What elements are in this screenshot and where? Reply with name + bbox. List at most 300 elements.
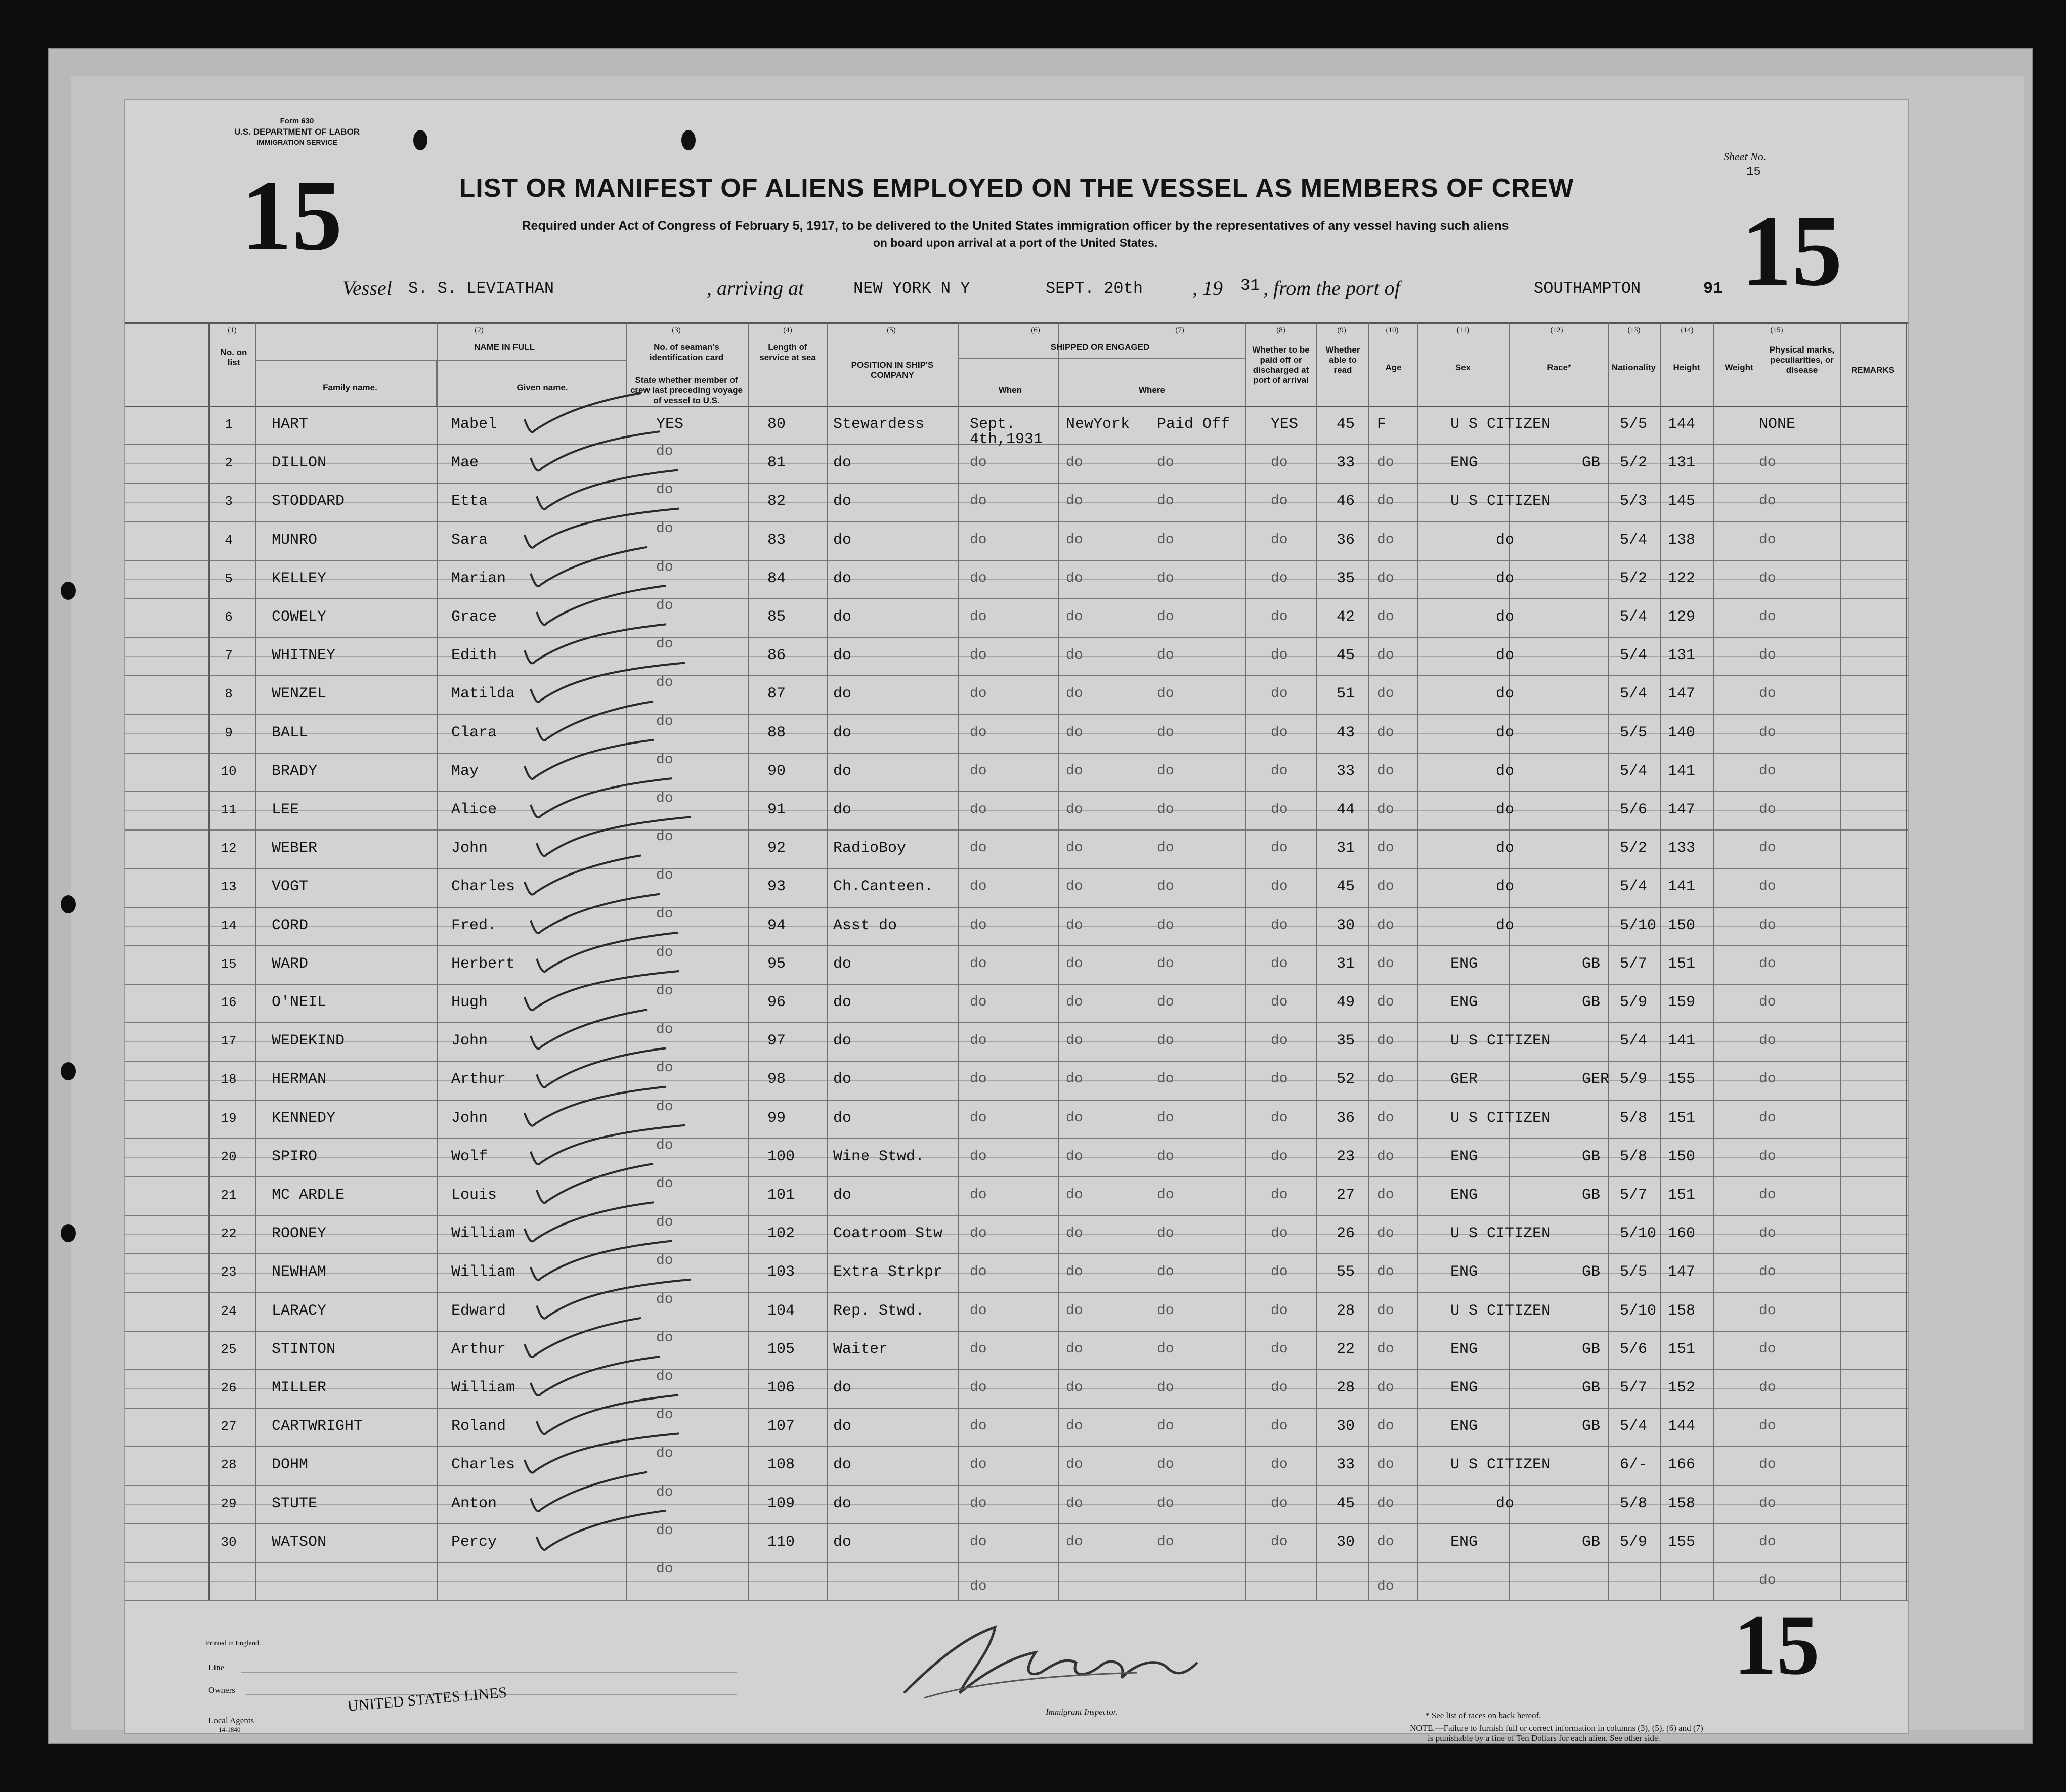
row-nat: GB [1582,1379,1601,1396]
row-card: do [656,1369,673,1384]
inspector-label: Immigrant Inspector. [1046,1707,1118,1717]
row-race: do [1496,801,1515,818]
row-where: do [1066,570,1083,586]
row-family: BRADY [272,762,318,780]
row-card: do [656,1253,673,1269]
row-when: do [970,647,987,664]
row-family: O'NEIL [272,994,327,1011]
row-paid: do [1157,647,1174,664]
row-when: do [970,917,987,933]
row-where: do [1066,609,1083,625]
row-where: do [1066,1418,1083,1434]
row-when: do [970,1495,987,1511]
row-age: 36 [1337,531,1355,549]
name-in-full-header: NAME IN FULL [474,342,535,352]
row-given: Matilda [451,685,515,703]
row-age: 35 [1337,570,1355,587]
row-read: do [1271,1187,1288,1203]
row-card: do [656,559,673,575]
row-length: 105 [767,1340,795,1358]
binder-hole [61,895,76,913]
row-length: 97 [767,1032,786,1050]
row-weight: 158 [1668,1302,1696,1320]
row-sex: do [1377,879,1394,895]
column-number: (6) [1031,326,1040,334]
row-age: 28 [1337,1302,1355,1320]
row-family: WEBER [272,840,318,857]
row-card: do [656,1176,673,1192]
row-where: do [1066,1071,1083,1087]
row-height: 5/2 [1620,454,1648,472]
row-sex: do [1377,686,1394,702]
row-position: Extra Strkpr [833,1263,943,1281]
row-family: STUTE [272,1495,318,1512]
row-position: do [833,762,852,780]
row-given: John [451,1032,488,1050]
row-family: LEE [272,801,299,818]
row-given: Charles [451,878,515,896]
row-position: Rep. Stwd. [833,1302,925,1320]
race-header: Race* [1547,363,1571,372]
row-age: 31 [1337,840,1355,857]
row-card: do [656,1060,673,1076]
row-position: Asst do [833,916,897,934]
row-position: Stewardess [833,416,925,433]
column-number: (4) [783,326,792,334]
row-height: 5/4 [1620,608,1648,626]
row-race: ENG [1450,1148,1478,1165]
row-given: Wolf [451,1148,488,1165]
column-number: (3) [672,326,681,334]
row-age: 42 [1337,608,1355,626]
row-where: do [1066,1534,1083,1550]
row-paid: do [1157,455,1174,471]
row-sex: do [1377,1457,1394,1473]
row-sex: do [1377,647,1394,664]
row-family: MUNRO [272,531,318,549]
row-length: 101 [767,1187,795,1204]
owners-label: Owners [208,1685,235,1695]
row-weight: 158 [1668,1495,1696,1512]
row-race: do [1496,685,1515,703]
row-marks: do [1759,1380,1776,1395]
row-where: do [1066,879,1083,895]
row-card: do [656,752,673,768]
row-given: Percy [451,1533,497,1551]
row-length: 85 [767,608,786,626]
row-family: NEWHAM [272,1263,327,1281]
row-paid: do [1157,686,1174,702]
row-height: 5/7 [1620,1379,1648,1396]
row-when: do [970,1380,987,1395]
row-weight: 141 [1668,762,1696,780]
row-position: do [833,724,852,741]
row-sex: do [1377,1418,1394,1434]
row-sex: do [1377,1380,1394,1395]
row-weight: 122 [1668,570,1696,587]
row-paid: do [1157,1418,1174,1434]
row-read: do [1271,570,1288,586]
row-paid: do [1157,493,1174,509]
row-where: do [1066,1302,1083,1319]
age-header: Age [1385,363,1402,372]
shipped-engaged-header: SHIPPED OR ENGAGED [1050,342,1150,352]
paid-off-header: Whether to be paid off or discharged at port of arrival [1252,345,1310,385]
row-height: 5/10 [1620,1302,1657,1320]
row-paid: do [1157,1380,1174,1395]
row-when: do [970,840,987,856]
row-marks: do [1759,1033,1776,1049]
row-given: Marian [451,570,506,587]
row-weight: 147 [1668,801,1696,818]
row-length: 94 [767,916,786,934]
row-where: do [1066,532,1083,548]
row-race: do [1496,647,1515,665]
row-family: MC ARDLE [272,1187,345,1204]
row-where: do [1066,802,1083,817]
trailing-ditto: do [1377,1579,1394,1594]
row-where: do [1066,647,1083,664]
row-given: Sara [451,531,488,549]
row-race: do [1496,840,1515,857]
row-race: ENG [1450,1418,1478,1435]
row-no: 18 [221,1072,237,1087]
row-height: 5/5 [1620,416,1648,433]
row-sex: do [1377,1495,1394,1511]
row-length: 82 [767,493,786,510]
check-marks [125,100,1908,1733]
check-mark [525,855,641,894]
row-read: do [1271,802,1288,817]
row-weight: 159 [1668,994,1696,1011]
row-read: do [1271,724,1288,740]
row-family: DILLON [272,454,327,472]
sheet-no-value: 15 [1746,165,1761,179]
row-where: do [1066,763,1083,779]
row-given: Hugh [451,994,488,1011]
row-weight: 141 [1668,878,1696,896]
row-card: do [656,944,673,960]
row-marks: do [1759,1071,1776,1087]
row-height: 5/2 [1620,570,1648,587]
row-family: MILLER [272,1379,327,1396]
column-number: (1) [228,326,237,334]
row-when: do [970,1534,987,1550]
row-length: 108 [767,1456,795,1474]
row-when: do [970,493,987,509]
row-no: 1 [225,417,233,432]
nationality-header: Nationality [1612,363,1656,372]
row-read: do [1271,647,1288,664]
row-no: 8 [225,686,233,702]
row-when: do [970,1457,987,1473]
row-weight: 131 [1668,454,1696,472]
row-position: do [833,647,852,665]
remarks-header: REMARKS [1851,365,1895,375]
row-height: 5/4 [1620,762,1648,780]
row-read: do [1271,1341,1288,1357]
row-weight: 140 [1668,724,1696,741]
row-read: do [1271,609,1288,625]
row-card: do [656,1099,673,1115]
row-card: do [656,444,673,460]
row-card: do [656,906,673,922]
row-given: Roland [451,1418,506,1435]
row-sex: do [1377,840,1394,856]
row-marks: do [1759,802,1776,817]
row-sex: do [1377,724,1394,740]
row-position: do [833,994,852,1011]
row-sex: do [1377,493,1394,509]
row-given: Fred. [451,916,497,934]
row-paid: do [1157,1264,1174,1280]
binder-hole [61,1224,76,1242]
check-mark [537,702,653,740]
row-nat: GB [1582,1418,1601,1435]
row-marks: do [1759,994,1776,1010]
row-weight: 151 [1668,1340,1696,1358]
row-race: U S CITIZEN [1450,1032,1551,1050]
row-family: KENNEDY [272,1109,336,1127]
row-when: do [970,1264,987,1280]
row-marks: do [1759,917,1776,933]
row-read: do [1271,763,1288,779]
races-note: * See list of races on back hereof. [1425,1711,1541,1720]
check-mark [531,1241,672,1280]
row-paid: do [1157,609,1174,625]
arriving-label: , arriving at [707,277,804,299]
check-mark [531,1125,685,1164]
row-given: Edward [451,1302,506,1320]
check-mark [537,1048,666,1087]
row-family: HART [272,416,309,433]
check-mark [537,586,666,625]
trailing-ditto: do [1759,1572,1776,1588]
row-length: 100 [767,1148,795,1165]
row-family: CARTWRIGHT [272,1418,363,1435]
row-card: do [656,598,673,614]
row-card: do [656,1484,673,1500]
row-position: do [833,685,852,703]
row-race: do [1496,608,1515,626]
row-height: 5/6 [1620,1340,1648,1358]
row-where: do [1066,994,1083,1010]
row-position: do [833,1456,852,1474]
check-mark [531,431,660,470]
row-no: 25 [221,1341,237,1357]
length-of-service-header: Length of service at sea [759,342,816,362]
vessel-name: S. S. LEVIATHAN [408,279,554,298]
row-read: do [1271,1380,1288,1395]
row-given: Charles [451,1456,515,1474]
row-weight: 166 [1668,1456,1696,1474]
sheet-no-label: Sheet No. [1724,150,1767,163]
row-length: 106 [767,1379,795,1396]
row-where: do [1066,1148,1083,1164]
row-where: do [1066,1226,1083,1242]
row-no: 3 [225,494,233,509]
row-read: do [1271,1495,1288,1511]
row-where: do [1066,455,1083,471]
manifest-table [125,100,1908,1733]
line-rule [241,1672,737,1673]
row-sex: do [1377,609,1394,625]
column-number: (14) [1681,326,1694,334]
manifest-sheet [124,99,1909,1743]
row-when: do [970,532,987,548]
row-position: do [833,1187,852,1204]
row-read: do [1271,686,1288,702]
row-nat: GB [1582,1148,1601,1165]
row-position: do [833,1032,852,1050]
row-height: 5/5 [1620,1263,1648,1281]
row-position: do [833,1071,852,1088]
row-sex: do [1377,1148,1394,1164]
row-height: 6/- [1620,1456,1648,1474]
row-marks: do [1759,1341,1776,1357]
row-weight: 129 [1668,608,1696,626]
row-given: Grace [451,608,497,626]
row-no: 21 [221,1188,237,1203]
service-name: IMMIGRATION SERVICE [256,138,337,146]
check-mark [531,663,685,702]
row-card: do [656,675,673,691]
row-where: do [1066,1457,1083,1473]
form-number: Form 630 [280,117,314,125]
row-marks: do [1759,609,1776,625]
row-age: 43 [1337,724,1355,741]
check-mark [537,933,678,972]
row-paid: do [1157,1495,1174,1511]
subtitle-line-1: Required under Act of Congress of February 5, 1917, to be delivered to the United States immigration officer by the representatives of any vessel having such aliens [522,218,1509,233]
row-paid: do [1157,802,1174,817]
row-height: 5/5 [1620,724,1648,741]
row-when: do [970,724,987,740]
row-read: do [1271,1302,1288,1319]
row-height: 5/4 [1620,878,1648,896]
row-height: 5/10 [1620,1225,1657,1243]
row-length: 99 [767,1109,786,1127]
row-marks: do [1759,1148,1776,1164]
fine-note-line-1: NOTE.—Failure to furnish full or correct information in columns (3), (5), (6) and (7) [1410,1723,1703,1733]
row-weight: 141 [1668,1032,1696,1050]
row-age: 45 [1337,1495,1355,1512]
line-stamp: UNITED STATES LINES [347,1684,508,1715]
row-when: do [970,455,987,471]
row-position: do [833,531,852,549]
row-no: 4 [225,532,233,548]
row-age: 45 [1337,416,1355,433]
row-weight: 150 [1668,1148,1696,1165]
row-no: 24 [221,1303,237,1319]
row-height: 5/4 [1620,647,1648,665]
row-when: do [970,879,987,895]
check-mark [525,1087,666,1126]
row-card: do [656,829,673,845]
row-age: 23 [1337,1148,1355,1165]
row-family: VOGT [272,878,309,896]
row-where: do [1066,1187,1083,1203]
row-race: U S CITIZEN [1450,1456,1551,1474]
from-port-label: , from the port of [1263,277,1400,299]
page-number: 91 [1703,279,1723,298]
row-length: 102 [767,1225,795,1243]
row-no: 20 [221,1149,237,1164]
row-no: 19 [221,1110,237,1126]
row-when: do [970,570,987,586]
row-position: do [833,1495,852,1512]
row-position: do [833,608,852,626]
row-length: 88 [767,724,786,741]
row-marks: do [1759,1457,1776,1473]
row-read: do [1271,1418,1288,1434]
row-age: 33 [1337,1456,1355,1474]
year-prefix: , 19 [1192,277,1223,299]
row-when: do [970,1071,987,1087]
column-number: (2) [475,326,484,334]
row-sex: do [1377,1341,1394,1357]
row-position: do [833,570,852,587]
row-no: 14 [221,917,237,933]
row-when: do [970,1341,987,1357]
row-paid: do [1157,1457,1174,1473]
row-weight: 131 [1668,647,1696,665]
row-age: 49 [1337,994,1355,1011]
row-height: 5/3 [1620,493,1648,510]
row-paid: do [1157,879,1174,895]
height-header: Height [1673,363,1700,372]
row-weight: 151 [1668,955,1696,973]
row-where: do [1066,1033,1083,1049]
row-age: 55 [1337,1263,1355,1281]
row-card: do [656,1291,673,1307]
row-sex: do [1377,1302,1394,1319]
row-race: do [1496,916,1515,934]
row-read: do [1271,1264,1288,1280]
row-race: ENG [1450,1379,1478,1396]
row-read: do [1271,1071,1288,1087]
row-height: 5/4 [1620,685,1648,703]
row-age: 26 [1337,1225,1355,1243]
row-sex: do [1377,455,1394,471]
row-marks: do [1759,1534,1776,1550]
row-read: do [1271,955,1288,972]
check-mark [525,624,666,663]
sheet-number-large-left: 15 [241,160,342,272]
row-length: 81 [767,454,786,472]
sheet-number-large-right: 15 [1741,195,1842,307]
row-where: NewYork [1066,416,1130,433]
row-sex: do [1377,1226,1394,1242]
row-weight: 150 [1668,916,1696,934]
row-no: 27 [221,1419,237,1434]
row-age: 35 [1337,1032,1355,1050]
row-when: do [970,1418,987,1434]
row-read: do [1271,455,1288,471]
row-sex: do [1377,955,1394,972]
row-read: do [1271,493,1288,509]
row-family: WENZEL [272,685,327,703]
column-number: (5) [887,326,896,334]
row-age: 28 [1337,1379,1355,1396]
row-when: do [970,802,987,817]
row-read: do [1271,994,1288,1010]
row-weight: 151 [1668,1109,1696,1127]
row-marks: do [1759,647,1776,664]
row-age: 44 [1337,801,1355,818]
row-length: 95 [767,955,786,973]
row-family: WHITNEY [272,647,336,665]
